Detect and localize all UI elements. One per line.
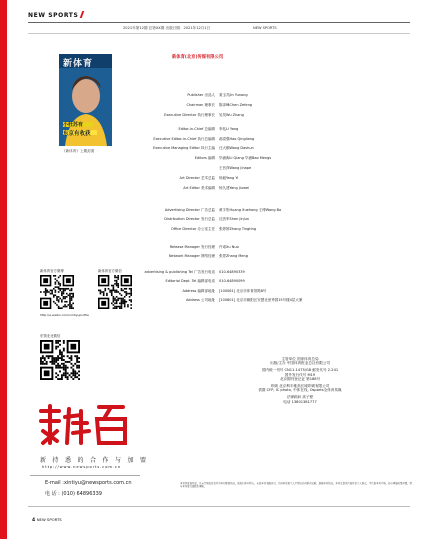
staff-name: 张蒙Zhang Meng xyxy=(219,254,248,258)
cover-headline-b: 东京有收获 xyxy=(63,131,91,137)
staff-name: 王晋萍Wang Jinape xyxy=(219,166,252,170)
wechat-qr-code-2[interactable] xyxy=(40,340,80,380)
publisher-info-line: 供图 CFP, IC photo, 中体在线, Osports全体育传媒 xyxy=(258,388,342,393)
staff-role: Network Manager 网络经理 xyxy=(168,254,215,258)
staff-name: 姜玉苏Jin Yunong xyxy=(219,93,248,97)
staff-role: advertising & publishing Tel 广告发行电话 xyxy=(144,270,215,274)
staff-role: Publisher 出品人 xyxy=(187,93,215,97)
qr-label-weibo: 新体育官方微博 xyxy=(40,269,64,273)
staff-name: [100061] 北京市体育馆路8号 xyxy=(219,289,267,293)
issue-info: 2021年第12期 总第XX期 出版日期：2021年12月1日 xyxy=(123,26,211,30)
cover-caption: 《新体育》上期封面 xyxy=(62,149,95,153)
staff-role: Editors 编辑 xyxy=(194,156,215,160)
staff-role: Address 公司地址 xyxy=(185,298,215,302)
publisher-info-line: 电话 13801381777 xyxy=(283,399,317,404)
staff-role: Advertising Director 广告总监 xyxy=(164,208,215,212)
staff-role: Executive Director 执行理事长 xyxy=(164,113,215,117)
weibo-qr-code[interactable] xyxy=(40,275,74,309)
staff-role: Editorial Dept. Tel 编辑部电话 xyxy=(165,279,215,283)
page-edge-accent xyxy=(0,0,7,539)
staff-role: Office Director 办公室主任 xyxy=(170,227,215,231)
company-name: 新体育(北京)传媒有限公司 xyxy=(172,55,224,60)
header-rule xyxy=(28,22,410,23)
staff-role: Distribution Director 发行总监 xyxy=(164,217,215,221)
staff-role: Art Director 艺术总监 xyxy=(179,176,215,180)
website-url[interactable]: http://www.newsports.com.cn xyxy=(42,465,122,469)
logo-calligraphy xyxy=(37,403,129,448)
staff-role: Editor-in-Chief 总编辑 xyxy=(178,127,215,131)
new-sports-logo xyxy=(37,403,129,448)
page-number: 4 NEW SPORTS xyxy=(32,517,62,523)
staff-name: 010-64890339 xyxy=(219,270,245,274)
staff-name: [100801] 北京市朝阳区安慧北里秀园15号楼4层大厦 xyxy=(219,298,303,302)
staff-name: 沈劲军Shen Jinjun xyxy=(219,217,250,221)
publisher-info-line: 北京期刊登记证 第188号 xyxy=(279,376,321,381)
publisher-info-line: 国外发行代号 M19 xyxy=(284,372,316,377)
publisher-info xyxy=(200,357,400,404)
previous-cover-image xyxy=(59,54,112,146)
qr-caption-weibo: http://e.weibo.com/xintiyuprofile xyxy=(40,313,89,317)
header-brand: NEW SPORTS xyxy=(28,11,83,19)
copyright-notice: 本刊所发表作品，凡未注明出处者均为本刊原创作品，版权归本刊所有。未经本刊书面许可，任何单位和个人不得以任何形式转载、摘编本刊作品。本刊文章仅代表作者个人观点，不代表本刊立场。如有印装质量问题，请与本刊发行部联系调换。 xyxy=(180,482,412,489)
contact-email[interactable]: E-mail :xintiyu@newsports.com.cn xyxy=(45,480,132,486)
staff-role: Address 编辑部地址 xyxy=(182,289,215,293)
footer-rule xyxy=(28,506,410,507)
staff-name: 李兆Li Yang xyxy=(219,127,239,131)
publisher-info-line: 主管单位 国家体育总局 xyxy=(281,357,319,361)
staff-role: Chairman 理事长 xyxy=(186,103,215,107)
staff-name: 张婷婷Zhang Tingting xyxy=(219,227,257,231)
publisher-info-line: 国内统一刊号 CN11-1475/G8 邮发代号 2-241 xyxy=(261,368,339,373)
publisher-info-line: 印刷 北京利丰雅高长城印刷有限公司 xyxy=(270,384,330,389)
staff-name: 陈泽峰Chen Zefeng xyxy=(219,103,253,107)
staff-role: Executive Managing Editor 执行主编 xyxy=(153,146,215,150)
staff-name: 毕浦淘Li Qiang 毕浦Bao Mengs xyxy=(219,156,272,160)
header-section: NEW SPORTS xyxy=(253,26,277,30)
staff-role: Release Manager 发行经理 xyxy=(169,245,215,249)
cover-masthead: 新体育 xyxy=(63,59,94,69)
staff-name: 010-64890099 xyxy=(219,279,245,283)
staff-name: 许诺Xu Nuo xyxy=(219,245,239,249)
header-rule-secondary xyxy=(28,33,410,34)
staff-name: 杨久建Yang Jiuwei xyxy=(219,186,250,190)
wechat-qr-code[interactable] xyxy=(98,275,132,309)
publisher-info-line: 法律顾问 高子程 xyxy=(286,395,314,400)
qr-pattern xyxy=(40,340,80,380)
contact-divider xyxy=(30,475,140,476)
staff-name: 黄宇彤Huang Xuehong 王博Wang Bo xyxy=(219,208,282,212)
cooperation-slogan: 新 持 悉 的 合 作 与 加 盟 xyxy=(40,457,149,464)
publisher-info-line: 出版/主办 中国体育报业总社有限公司 xyxy=(270,361,330,366)
staff-role: Executive Editor-in-Chief 执行总编辑 xyxy=(153,137,215,141)
staff-name: 汪大顺Wang Dashun xyxy=(219,146,254,150)
qr-label-wechat: 新体育官方微信 xyxy=(98,269,122,273)
staff-name: 杨毅Yang Yi xyxy=(219,176,239,180)
staff-name: 吴昊Wu Zhang xyxy=(219,113,244,117)
contact-phone: 电 话 : (010) 64896339 xyxy=(45,491,102,497)
staff-role: Art Editor 美术编辑 xyxy=(183,186,215,190)
qr-pattern xyxy=(98,275,132,309)
brand-slash xyxy=(80,11,85,18)
qr-label-wechat-2: 东领北北微信 xyxy=(40,334,61,338)
cover-headline-a: 小杜苏有 xyxy=(63,122,84,128)
qr-pattern xyxy=(40,275,74,309)
staff-name: 郝清强Hao Qingliang xyxy=(219,137,255,141)
